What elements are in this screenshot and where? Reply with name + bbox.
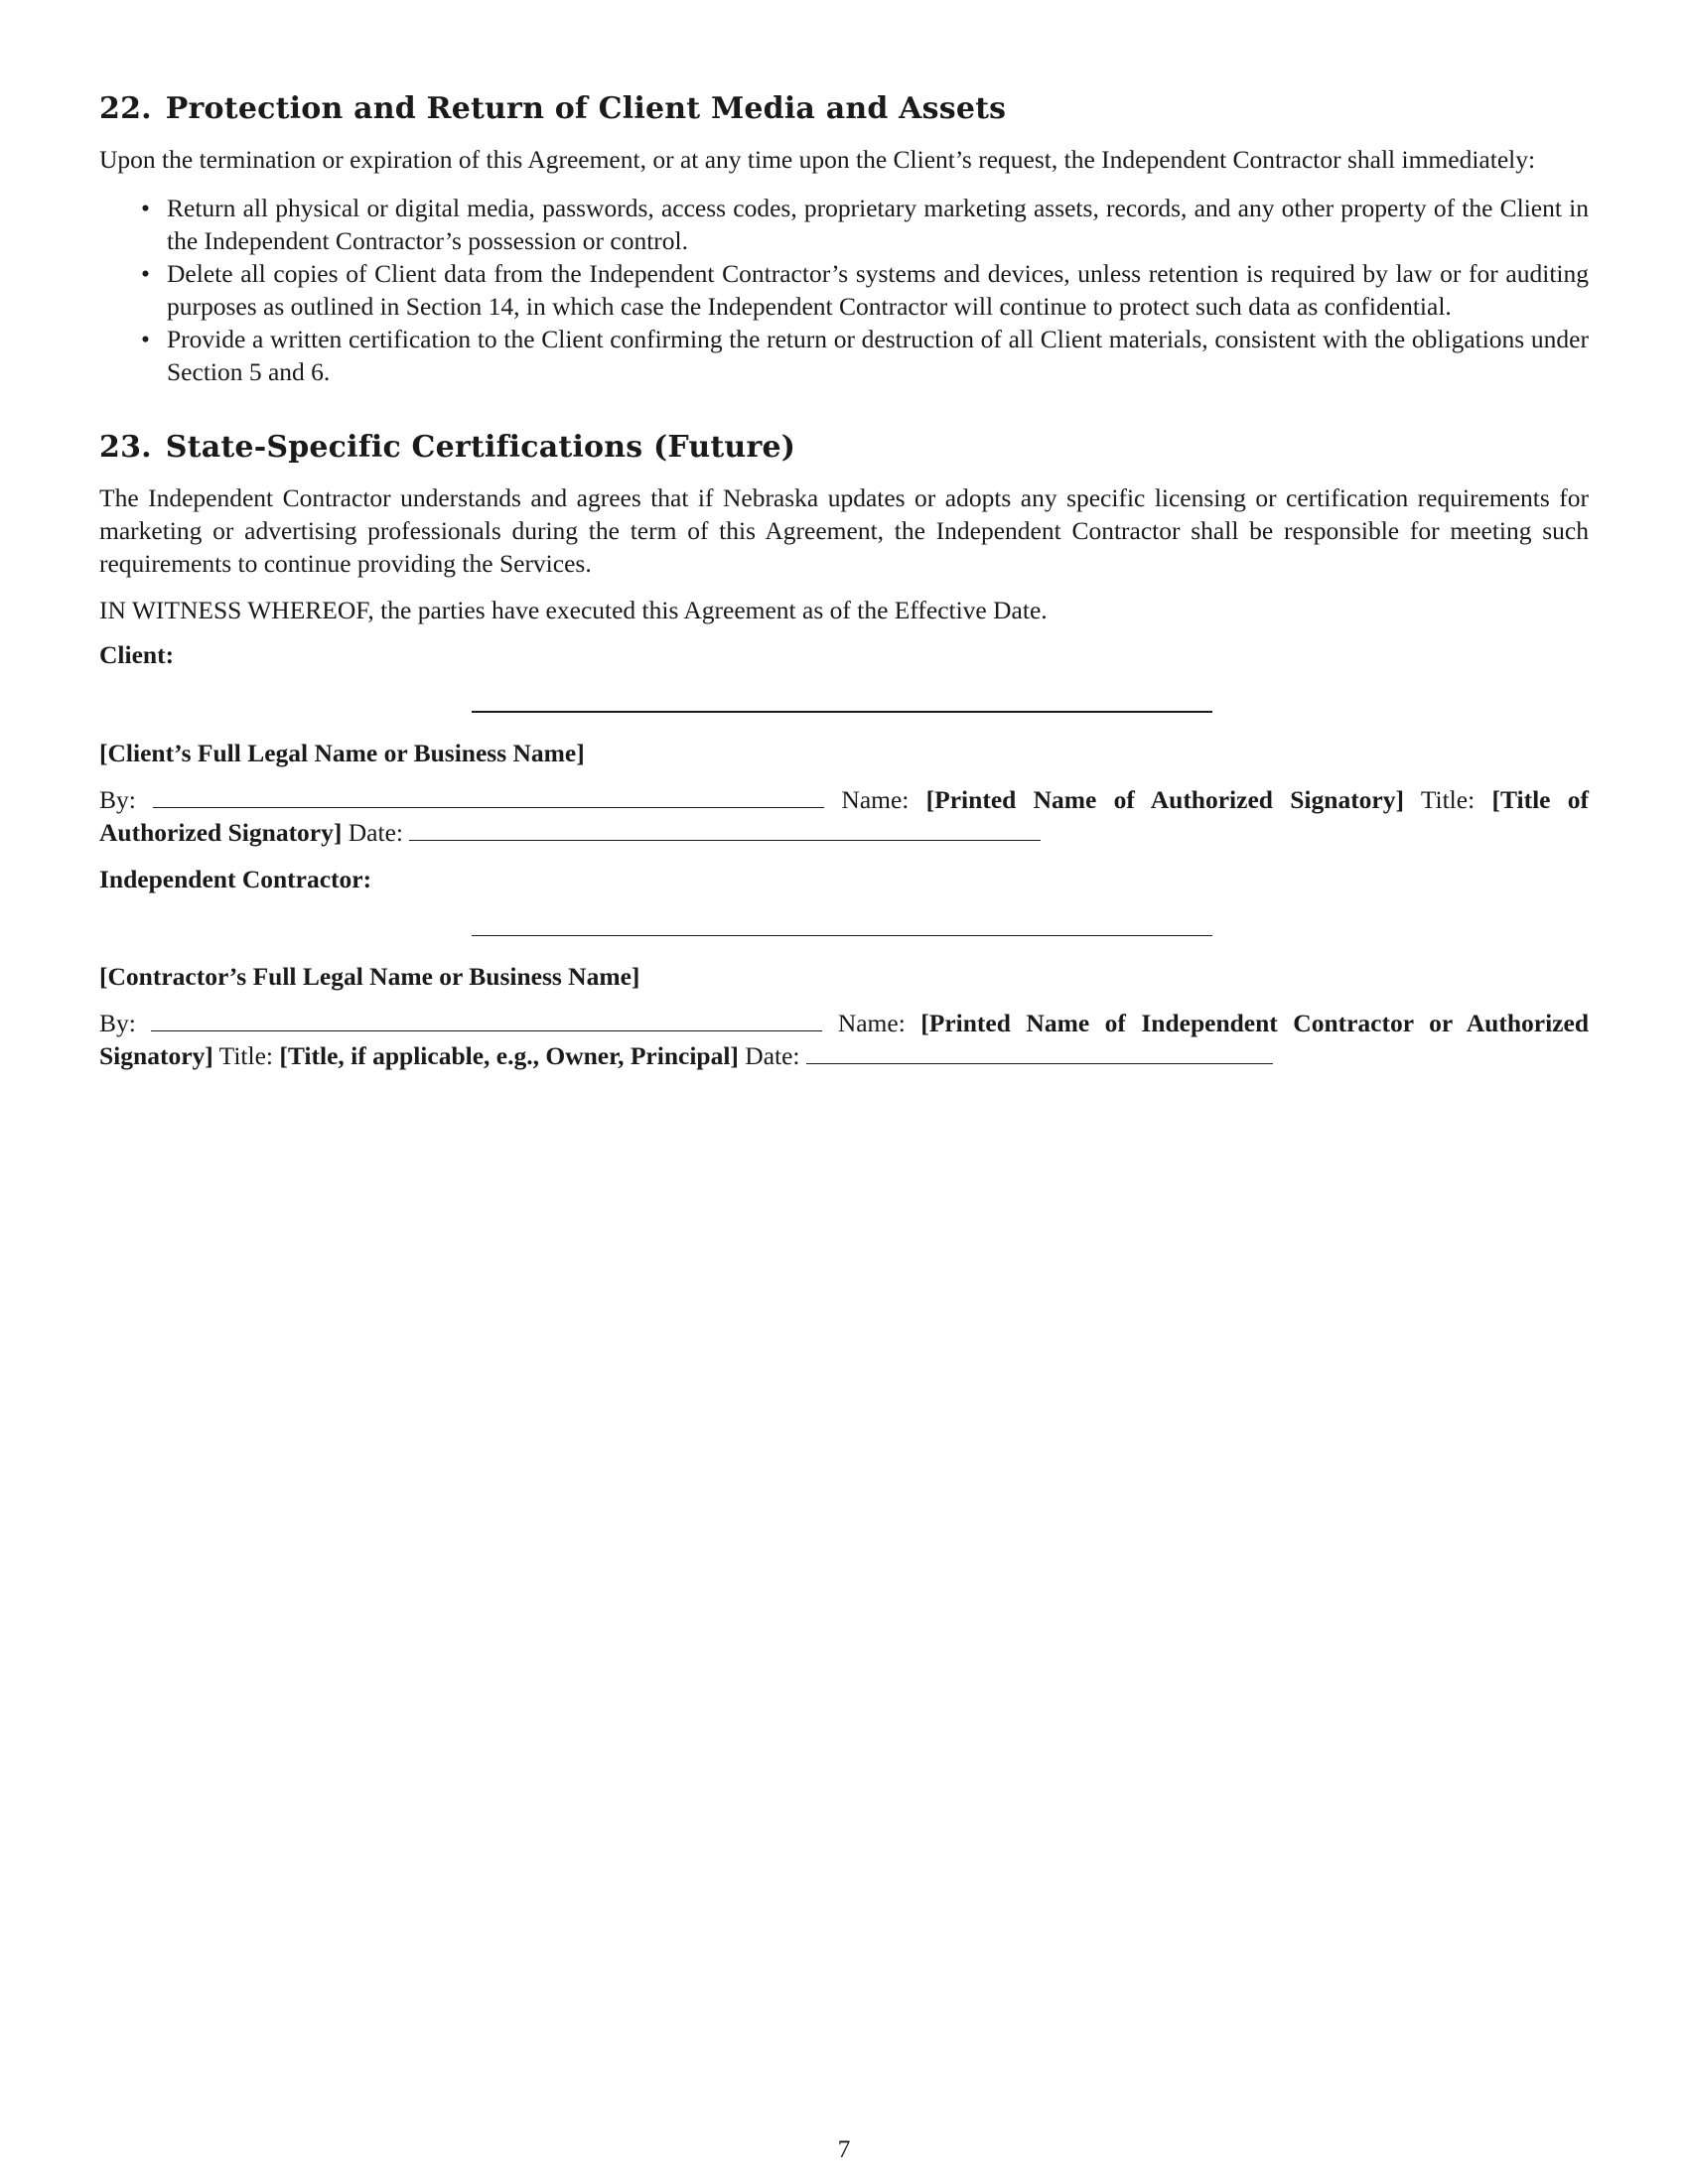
- contractor-date-field[interactable]: [806, 1041, 1273, 1064]
- client-title-label: Title:: [1420, 785, 1476, 814]
- client-name-label: Name:: [841, 785, 910, 814]
- contractor-date-label: Date:: [745, 1041, 800, 1070]
- section-22-intro: Upon the termination or expiration of this Agreement, or at any time upon the Client’s request, the Independent Contractor shall immediately:: [99, 145, 1536, 174]
- witness-statement: IN WITNESS WHEREOF, the parties have executed this Agreement as of the Effective Date.: [99, 596, 1048, 624]
- section-22-heading: [99, 89, 1589, 129]
- contractor-signature-line[interactable]: [472, 935, 1212, 936]
- client-title-placeholder: [Title of Authorized Signatory]: [99, 785, 1589, 847]
- contractor-printed-name-placeholder: [Printed Name of Independent Contractor or Authorized Signatory]: [99, 1009, 1590, 1070]
- client-by-label: By:: [99, 785, 136, 814]
- client-date-field[interactable]: [409, 818, 1041, 841]
- client-name-placeholder: [Client’s Full Legal Name or Business Name]: [99, 739, 585, 767]
- section-22-title: Protection and Return of Client Media and Assets: [165, 91, 1007, 126]
- client-printed-name-placeholder: [Printed Name of Authorized Signatory]: [925, 785, 1404, 814]
- section-22-bullet-list: [99, 192, 1589, 388]
- client-signature-line[interactable]: [472, 711, 1212, 713]
- contractor-name-line: [99, 960, 1589, 993]
- section-22-number: 22.: [99, 91, 152, 126]
- contractor-title-label: Title:: [218, 1041, 274, 1070]
- contractor-name-label: Name:: [837, 1009, 906, 1037]
- section-23-heading: [99, 428, 1589, 468]
- bullet-item-written-certification: • Provide a written certification to the Client confirming the return or destruction of all Client materials, consistent with the obligations under Section 5 and 6.: [167, 323, 1589, 388]
- contractor-by-field[interactable]: [151, 1009, 822, 1031]
- document-page: [99, 89, 1589, 1086]
- client-by-field[interactable]: [153, 785, 824, 808]
- contractor-by-label: By:: [99, 1009, 136, 1037]
- section-23-number: 23.: [99, 430, 152, 465]
- contractor-name-placeholder: [Contractor’s Full Legal Name or Business Name]: [99, 962, 640, 991]
- contractor-signatory-block: [99, 1007, 1589, 1072]
- bullet-item-return-media: • Return all physical or digital media, passwords, access codes, proprietary marketing assets, records, and any other property of the Client in the Independent Contractor’s possession or control.: [167, 192, 1589, 257]
- section-23-body: The Independent Contractor understands and agrees that if Nebraska updates or adopts any specific licensing or certification requirements for marketing or advertising professionals during the term of this Agreement, the Independent Contractor shall be responsible for meeting such requirements to continue providing the Services.: [99, 483, 1589, 578]
- contractor-title-placeholder: [Title, if applicable, e.g., Owner, Principal]: [279, 1041, 739, 1070]
- client-heading: Client:: [99, 640, 175, 669]
- section-22: [99, 89, 1589, 388]
- section-23-title: State-Specific Certifications (Future): [165, 430, 796, 465]
- page-number: 7: [837, 2134, 851, 2163]
- client-name-line: [99, 737, 1589, 769]
- bullet-item-delete-data: • Delete all copies of Client data from the Independent Contractor’s systems and devices, unless retention is required by law or for auditing purposes as outlined in Section 14, in which case the Independent Contractor will continue to protect such data as confidential.: [167, 257, 1589, 323]
- contractor-heading: Independent Contractor:: [99, 865, 372, 893]
- client-date-label: Date:: [348, 818, 403, 847]
- client-signatory-block: [99, 783, 1589, 849]
- section-23: [99, 428, 1589, 626]
